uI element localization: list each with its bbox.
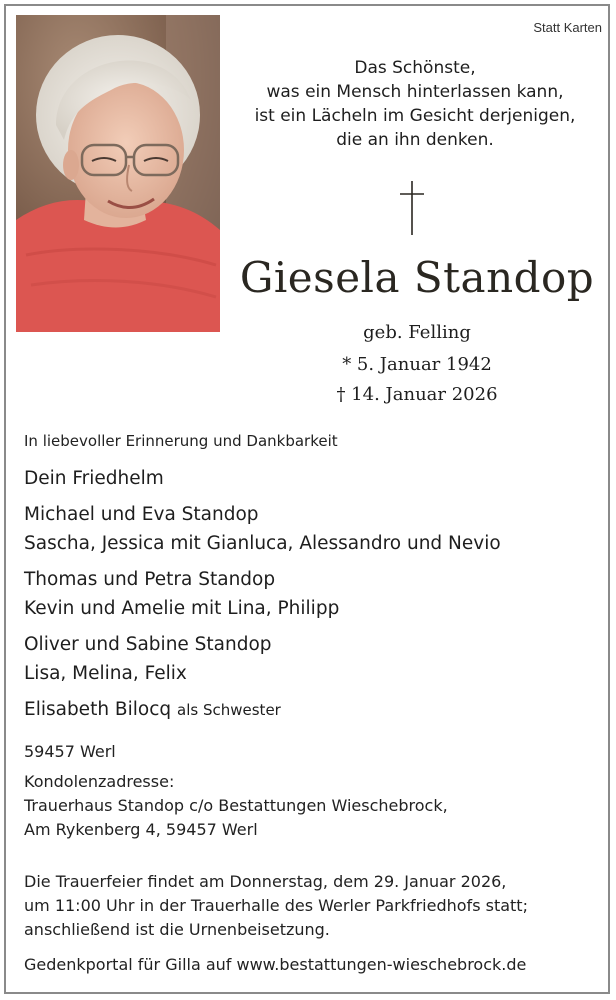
mourner-line: Dein Friedhelm (24, 468, 164, 489)
address-block (24, 740, 448, 842)
mourners-list (24, 464, 501, 732)
mourner-group (24, 695, 501, 725)
mourner-line: Thomas und Petra Standop (24, 569, 276, 590)
mourner-line: Kevin und Amelie mit Lina, Philipp (24, 598, 340, 619)
mourner-line: Michael und Eva Standop (24, 504, 259, 525)
relation-label: als Schwester (177, 701, 281, 719)
ceremony-info (24, 870, 528, 942)
quote-line: Das Schönste, (354, 58, 476, 78)
quote-line: die an ihn denken. (336, 130, 494, 150)
ceremony-line: um 11:00 Uhr in der Trauerhalle des Werler Parkfriedhofs statt; (24, 896, 528, 915)
portrait-illustration (16, 15, 220, 332)
death-date: † 14. Januar 2026 (336, 384, 498, 405)
birth-date: * 5. Januar 1942 (342, 354, 492, 375)
deceased-name: Giesela Standop (239, 253, 595, 302)
mourner-line: Oliver und Sabine Standop (24, 634, 272, 655)
memorial-quote (230, 56, 600, 152)
portrait-photo (16, 15, 220, 332)
condolence-address-line: Am Rykenberg 4, 59457 Werl (24, 820, 258, 839)
mourner-line (24, 695, 501, 725)
remembrance-intro: In liebevoller Erinnerung und Dankbarkeit (24, 432, 338, 450)
mourner-group (24, 630, 501, 688)
quote-line: ist ein Lächeln im Gesicht derjenigen, (254, 106, 576, 126)
mourner-name: Elisabeth Bilocq (24, 699, 172, 720)
statt-karten-label: Statt Karten (533, 20, 602, 35)
quote-line: was ein Mensch hinterlassen kann, (266, 82, 564, 102)
mourner-group (24, 500, 501, 558)
memorial-portal-link[interactable]: Gedenkportal für Gilla auf www.bestattungen-wieschebrock.de (24, 955, 527, 974)
ceremony-line: anschließend ist die Urnenbeisetzung. (24, 920, 330, 939)
condolence-label: Kondolenzadresse: (24, 772, 175, 791)
mourner-group (24, 464, 501, 493)
condolence-address-line: Trauerhaus Standop c/o Bestattungen Wieschebrock, (24, 796, 448, 815)
city-line: 59457 Werl (24, 742, 116, 761)
mourner-line: Sascha, Jessica mit Gianluca, Alessandro und Nevio (24, 533, 501, 554)
ceremony-line: Die Trauerfeier findet am Donnerstag, dem 29. Januar 2026, (24, 872, 507, 891)
mourner-group (24, 565, 501, 623)
maiden-name: geb. Felling (363, 322, 471, 343)
mourner-line: Lisa, Melina, Felix (24, 663, 187, 684)
cross-icon (399, 180, 425, 241)
